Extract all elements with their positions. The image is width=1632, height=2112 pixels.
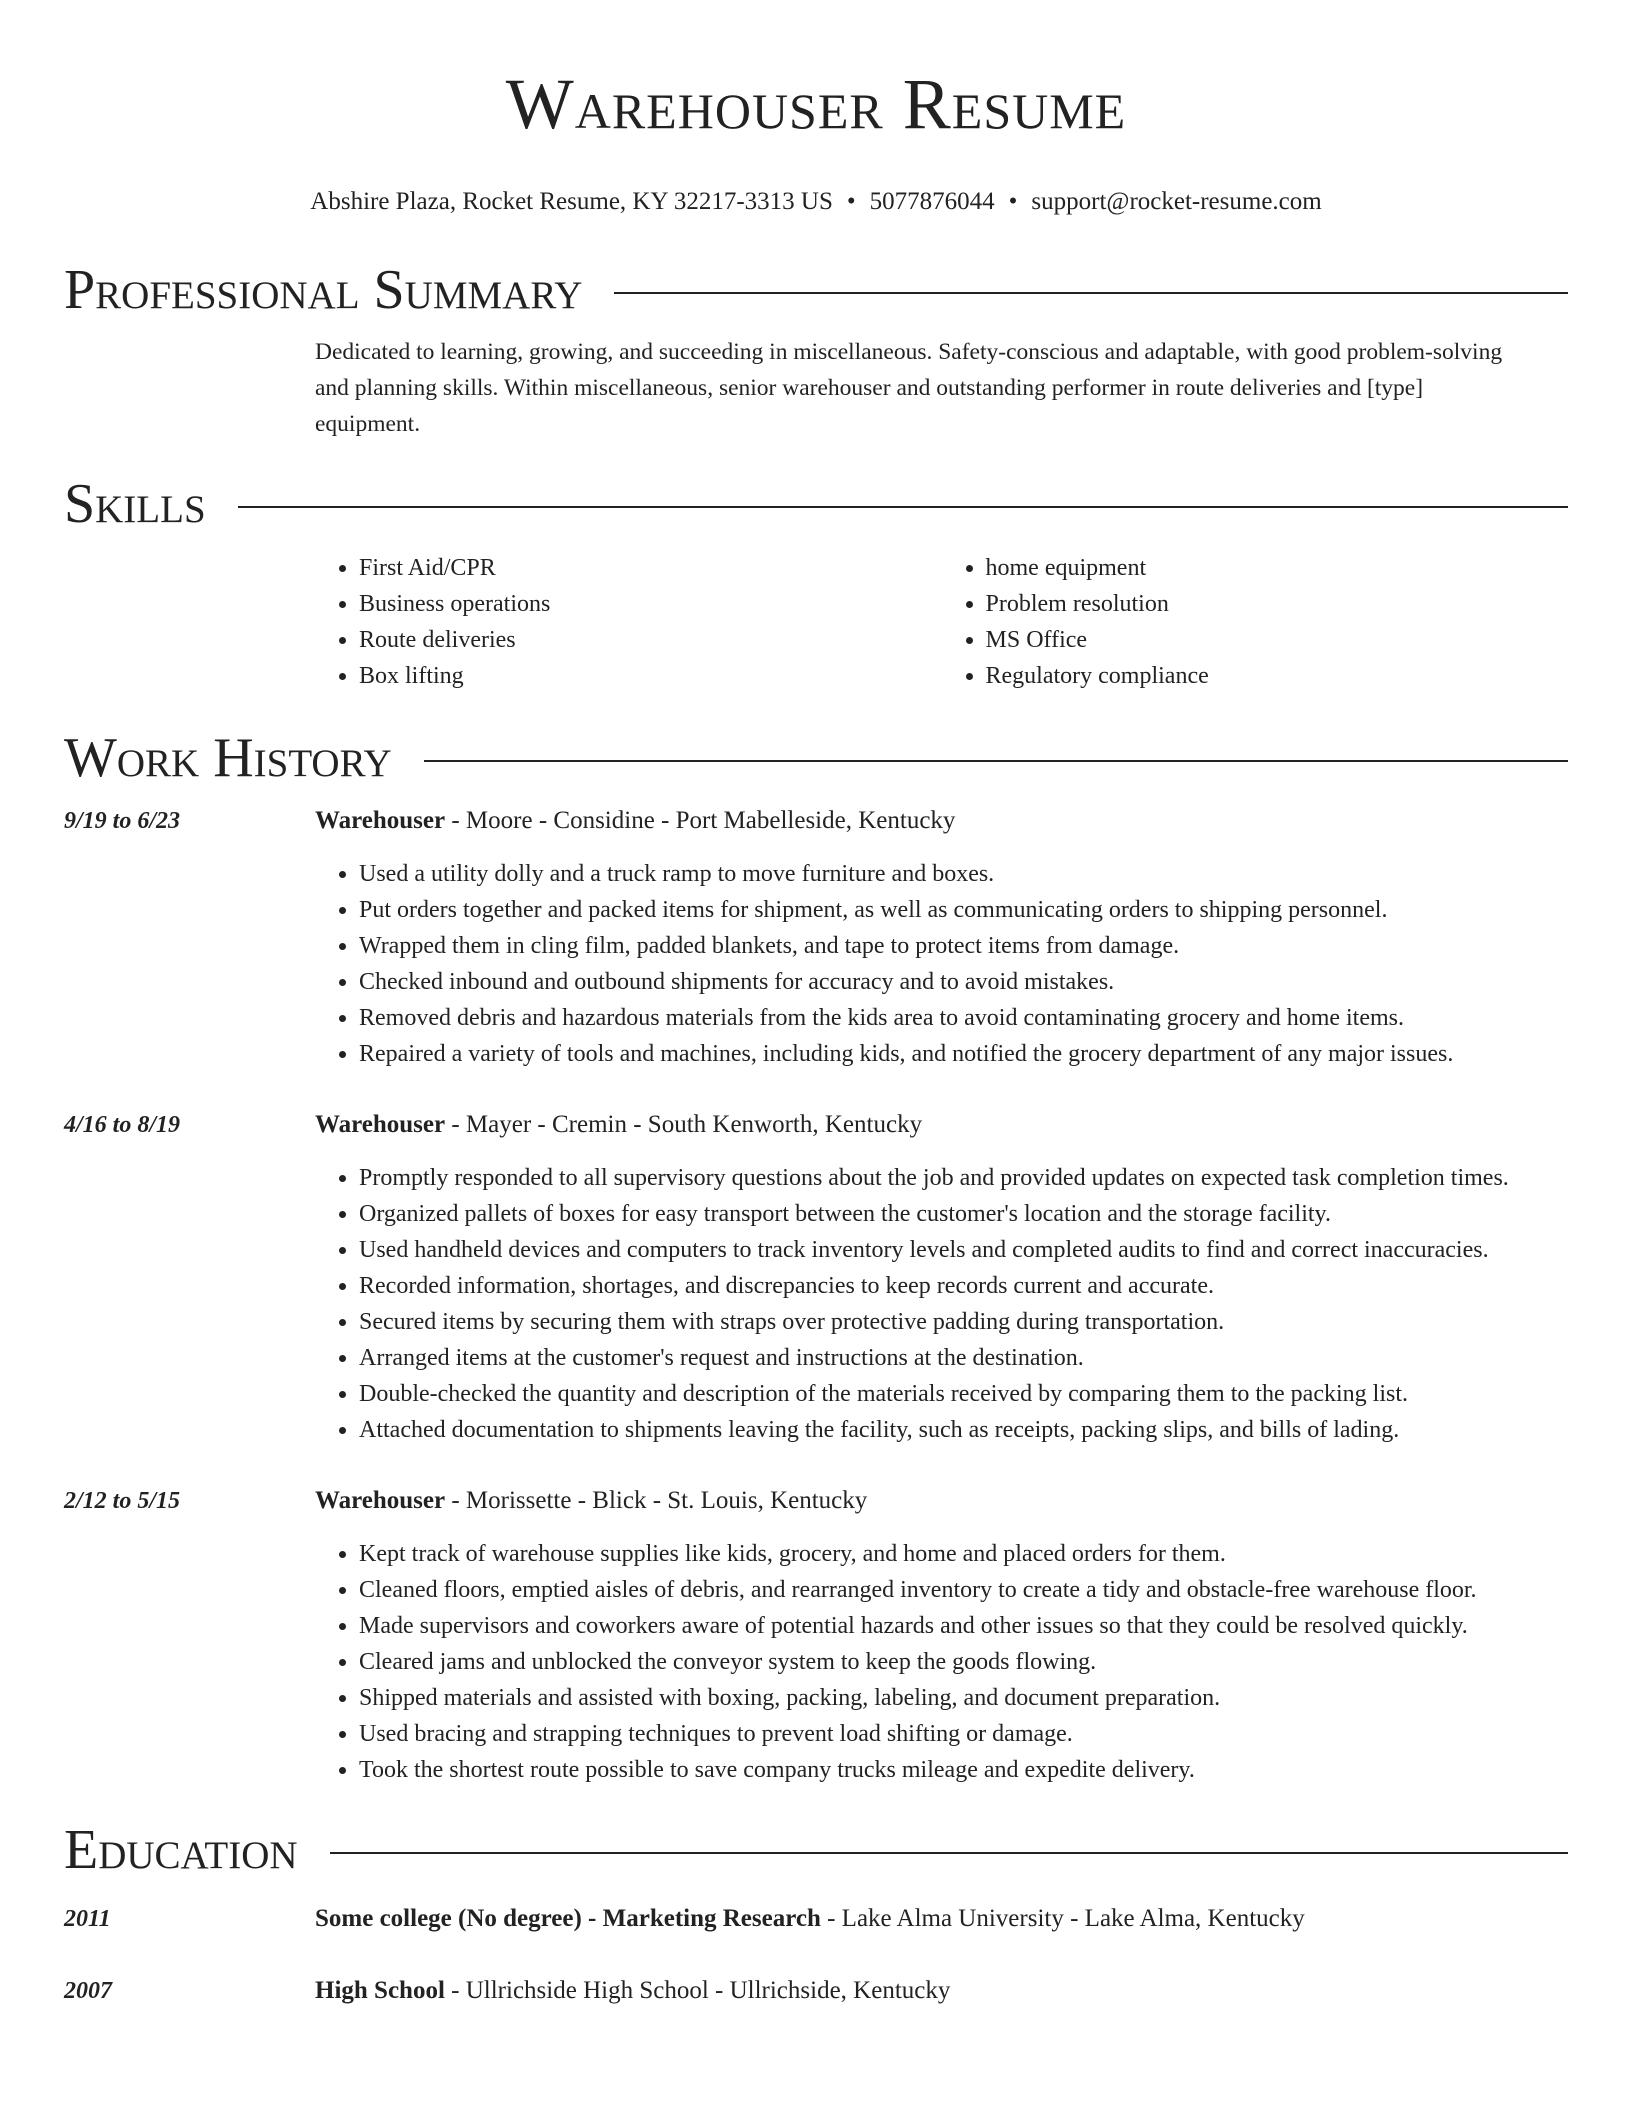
- resume-title: Warehouser Resume: [505, 64, 1127, 144]
- job-header: [64, 1484, 1568, 1518]
- contact-phone: 5077876044: [869, 188, 995, 215]
- skills-section-title: Skills: [64, 473, 206, 535]
- education-details: - Lake Alma University - Lake Alma, Kentucky: [820, 1905, 1305, 1932]
- skills-list: [315, 550, 1568, 694]
- education-degree: Some college (No degree) - Marketing Research: [315, 1905, 821, 1932]
- skill-item: • Box lifting: [359, 658, 942, 694]
- job-dates: 9/19 to 6/23: [64, 808, 181, 834]
- job-bullets: [315, 1160, 1568, 1448]
- education-title: [315, 1902, 1305, 1936]
- contact-separator: •: [1008, 188, 1018, 215]
- skill-item: • Route deliveries: [359, 622, 942, 658]
- section-divider: [238, 506, 1568, 508]
- job-bullet: • Promptly responded to all supervisory questions about the job and provided updates on expected task completion times.: [359, 1160, 1568, 1196]
- summary-text: Dedicated to learning, growing, and succeeding in miscellaneous. Safety-conscious and adaptable, with good problem-solving and planning skills. Within miscellaneous, senior warehouser and outstanding performer in route deliveries and [type] equipment.: [315, 339, 1503, 437]
- job-dates: 4/16 to 8/19: [64, 1112, 181, 1138]
- education-year: 2011: [64, 1906, 111, 1932]
- job-bullet: • Shipped materials and assisted with boxing, packing, labeling, and document preparation.: [359, 1680, 1568, 1716]
- contact-email: support@rocket-resume.com: [1031, 188, 1322, 215]
- skills-section-header: [64, 472, 1568, 536]
- job-role: Warehouser: [315, 1111, 446, 1138]
- section-divider: [424, 760, 1568, 762]
- job-bullet: • Double-checked the quantity and description of the materials received by comparing them to the packing list.: [359, 1376, 1568, 1412]
- skills-column-left: [315, 550, 942, 694]
- contact-line: [64, 186, 1568, 218]
- job-bullet: • Checked inbound and outbound shipments for accuracy and to avoid mistakes.: [359, 964, 1568, 1000]
- job-bullet: • Cleared jams and unblocked the conveyor system to keep the goods flowing.: [359, 1644, 1568, 1680]
- summary-section-header: [64, 258, 1568, 322]
- education-entry: [64, 1902, 1568, 1936]
- job-bullet: • Kept track of warehouse supplies like kids, grocery, and home and placed orders for them.: [359, 1536, 1568, 1572]
- job-bullets: [315, 856, 1568, 1072]
- skill-item: • Problem resolution: [986, 586, 1569, 622]
- job-bullet: • Took the shortest route possible to save company trucks mileage and expedite delivery.: [359, 1752, 1568, 1788]
- job-bullet: • Wrapped them in cling film, padded blankets, and tape to protect items from damage.: [359, 928, 1568, 964]
- education-details: - Ullrichside High School - Ullrichside, Kentucky: [444, 1977, 951, 2004]
- job-bullet: • Cleaned floors, emptied aisles of debris, and rearranged inventory to create a tidy and obstacle-free warehouse floor.: [359, 1572, 1568, 1608]
- job-details: - Moore - Considine - Port Mabelleside, Kentucky: [445, 807, 956, 834]
- job-bullet: • Arranged items at the customer's request and instructions at the destination.: [359, 1340, 1568, 1376]
- job-role: Warehouser: [315, 807, 446, 834]
- skill-item: • home equipment: [986, 550, 1569, 586]
- job-title: [315, 804, 955, 838]
- education-degree: High School: [315, 1977, 445, 2004]
- job-bullets: [315, 1536, 1568, 1788]
- work-section-title: Work History: [64, 727, 392, 789]
- job-bullet: • Used a utility dolly and a truck ramp to move furniture and boxes.: [359, 856, 1568, 892]
- job-entry: [64, 1484, 1568, 1788]
- job-entry: [64, 804, 1568, 1072]
- job-entry: [64, 1108, 1568, 1448]
- job-bullet: • Made supervisors and coworkers aware of potential hazards and other issues so that they could be resolved quickly.: [359, 1608, 1568, 1644]
- education-entry: [64, 1974, 1568, 2008]
- job-bullet: • Used handheld devices and computers to track inventory levels and completed audits to find and correct inaccuracies.: [359, 1232, 1568, 1268]
- education-year: 2007: [64, 1978, 112, 2004]
- contact-address: Abshire Plaza, Rocket Resume, KY 32217-3313 US: [310, 188, 833, 215]
- contact-separator: •: [846, 188, 856, 215]
- job-bullet: • Used bracing and strapping techniques to prevent load shifting or damage.: [359, 1716, 1568, 1752]
- education-section-header: [64, 1818, 1568, 1882]
- section-divider: [330, 1852, 1568, 1854]
- job-details: - Morissette - Blick - St. Louis, Kentucky: [445, 1487, 868, 1514]
- job-title: [315, 1484, 867, 1518]
- job-dates: 2/12 to 5/15: [64, 1488, 181, 1514]
- job-bullet: • Put orders together and packed items for shipment, as well as communicating orders to shipping personnel.: [359, 892, 1568, 928]
- job-bullet: • Secured items by securing them with straps over protective padding during transportation.: [359, 1304, 1568, 1340]
- skills-column-right: [942, 550, 1569, 694]
- job-bullet: • Removed debris and hazardous materials from the kids area to avoid contaminating grocery and home items.: [359, 1000, 1568, 1036]
- section-divider: [614, 292, 1568, 294]
- work-section-header: [64, 726, 1568, 790]
- job-header: [64, 1108, 1568, 1142]
- education-title: [315, 1974, 950, 2008]
- skill-item: • Regulatory compliance: [986, 658, 1569, 694]
- job-header: [64, 804, 1568, 838]
- summary-section-title: Professional Summary: [64, 259, 583, 321]
- summary-section: [315, 334, 1568, 442]
- skill-item: • First Aid/CPR: [359, 550, 942, 586]
- job-bullet: • Recorded information, shortages, and discrepancies to keep records current and accurate.: [359, 1268, 1568, 1304]
- job-bullet: • Repaired a variety of tools and machines, including kids, and notified the grocery department of any major issues.: [359, 1036, 1568, 1072]
- skill-item: • Business operations: [359, 586, 942, 622]
- job-title: [315, 1108, 922, 1142]
- education-section-title: Education: [64, 1819, 298, 1881]
- job-details: - Mayer - Cremin - South Kenworth, Kentucky: [445, 1111, 923, 1138]
- job-role: Warehouser: [315, 1487, 446, 1514]
- skill-item: • MS Office: [986, 622, 1569, 658]
- job-bullet: • Organized pallets of boxes for easy transport between the customer's location and the storage facility.: [359, 1196, 1568, 1232]
- job-bullet: • Attached documentation to shipments leaving the facility, such as receipts, packing slips, and bills of lading.: [359, 1412, 1568, 1448]
